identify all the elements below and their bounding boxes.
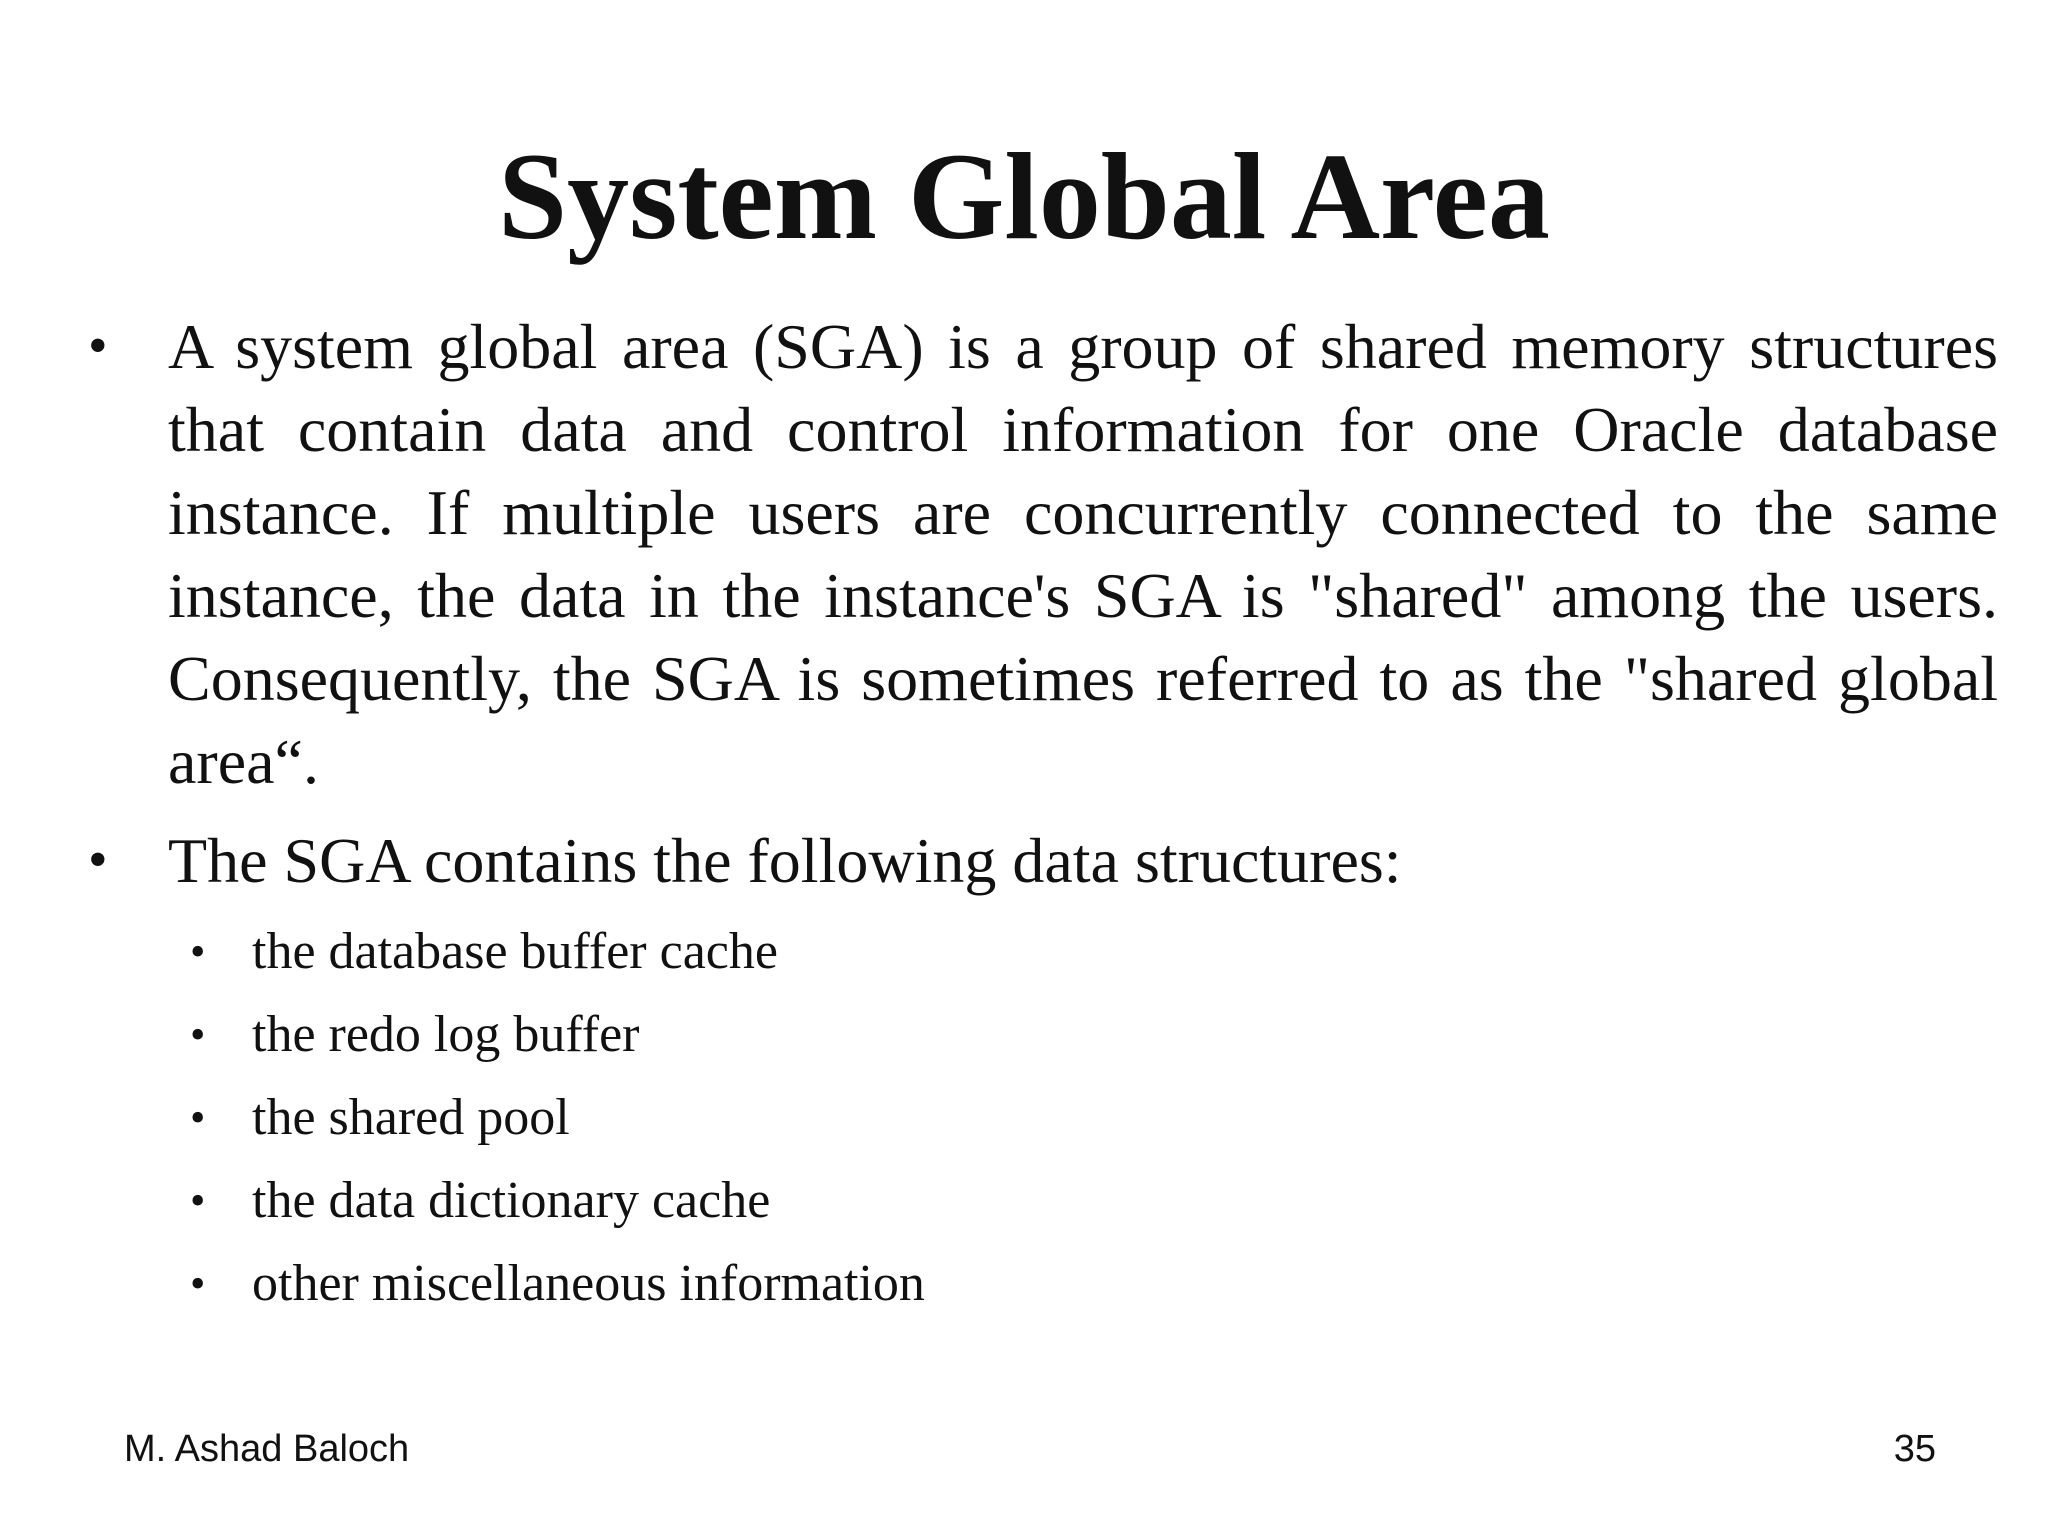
bullet-marker: • [88,829,108,891]
bullet-marker: • [88,315,108,377]
sub-bullet-item [190,993,1998,1076]
bullet-text: A system global area (SGA) is a group of shared memory structures that contain data and control information for one Oracle database instance. If multiple users are concurrently connected to the same instance, the data in the instance's SGA is "shared" among the users. Consequently, the SGA is sometimes referred to as the "shared global area“. [168,311,1998,797]
slide-content [84,305,1998,1325]
sub-bullet-marker: • [190,1093,206,1142]
sub-bullet-marker: • [190,1259,206,1308]
sub-bullet-item [190,1159,1998,1242]
slide-title: System Global Area [498,128,1550,265]
sub-bullet-text: other miscellaneous information [252,1255,925,1312]
sub-bullet-item [190,1242,1998,1325]
sub-bullet-text: the database buffer cache [252,923,778,980]
sub-bullet-marker: • [190,1010,206,1059]
bullet-text: The SGA contains the following data structures: [168,825,1402,896]
footer-author: M. Ashad Baloch [124,1428,410,1470]
sub-bullet-item [190,1076,1998,1159]
bullet-item [84,305,1998,803]
sub-bullet-list [84,910,1998,1325]
bullet-item [84,819,1998,902]
sub-bullet-text: the redo log buffer [252,1006,640,1063]
sub-bullet-marker: • [190,1176,206,1225]
sub-bullet-text: the shared pool [252,1089,570,1146]
sub-bullet-marker: • [190,927,206,976]
sub-bullet-text: the data dictionary cache [252,1172,771,1229]
footer-page-number: 35 [1893,1428,1936,1470]
sub-bullet-item [190,910,1998,993]
